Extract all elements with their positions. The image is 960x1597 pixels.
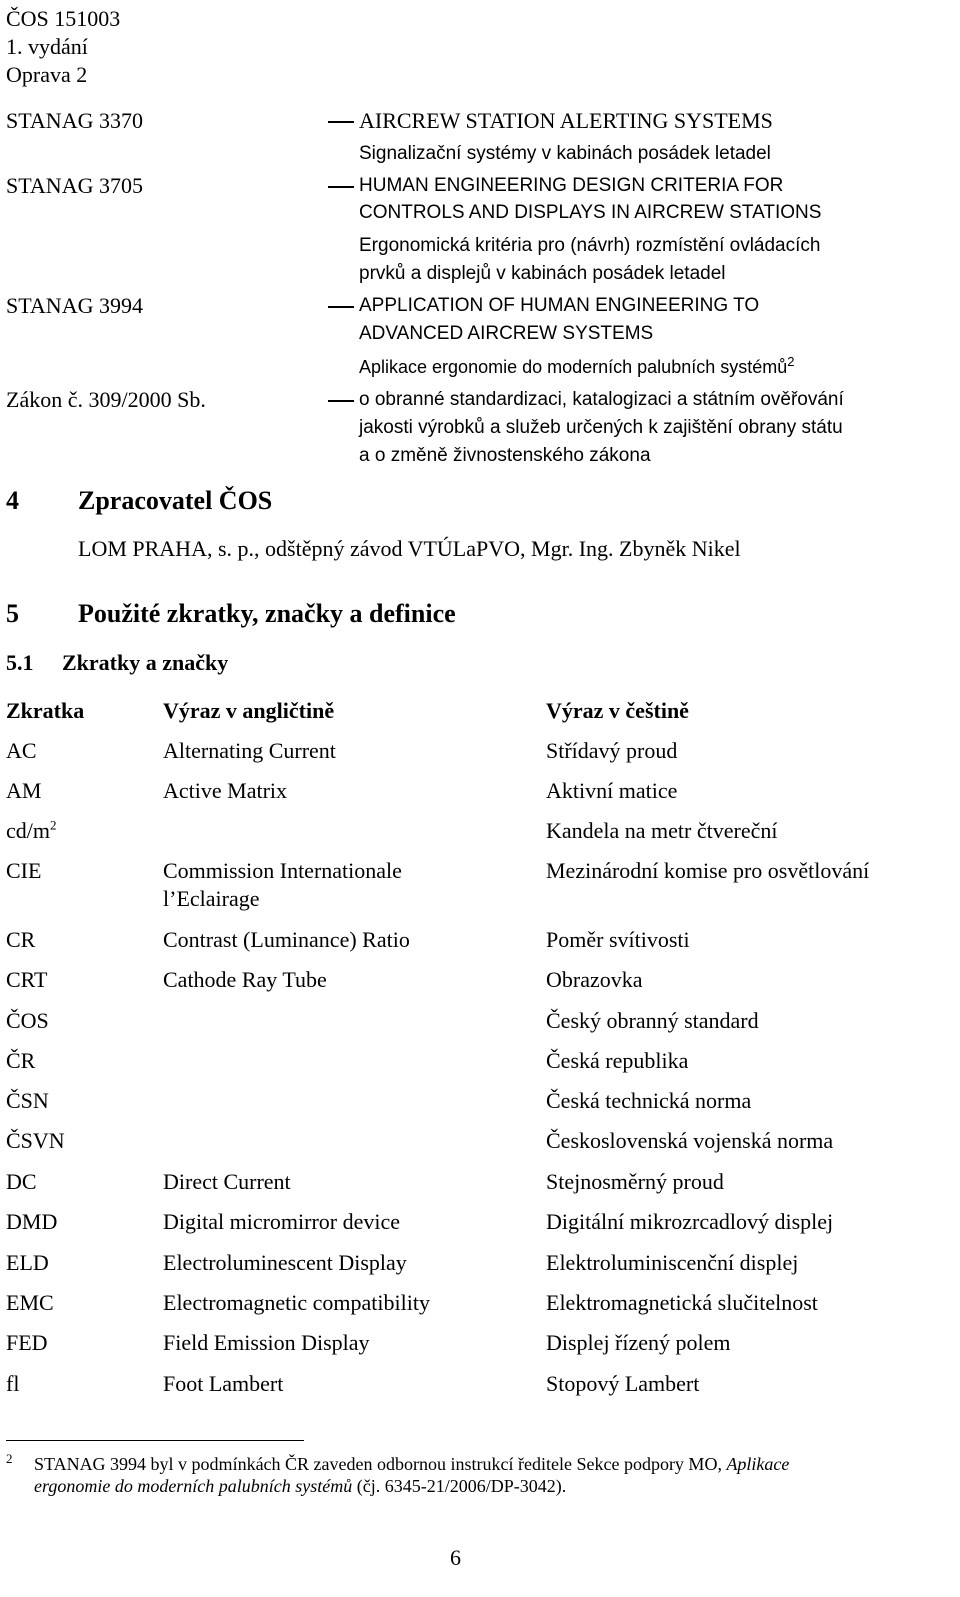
czech-cell: Obrazovka [546, 967, 643, 992]
table-row [6, 1329, 946, 1359]
czech-cell: Československá vojenská norma [546, 1128, 834, 1153]
amendment: Oprava 2 [6, 62, 88, 87]
reference-code: STANAG 3705 [6, 173, 143, 198]
footnote-italic: ergonomie do moderních palubních systémů [34, 1476, 353, 1496]
abbr-cell: ELD [6, 1250, 49, 1275]
english-cell: Alternating Current [163, 738, 336, 763]
abbr-cell: CR [6, 927, 36, 952]
czech-cell: Stopový Lambert [546, 1371, 700, 1396]
abbr-cell: ČOS [6, 1008, 49, 1033]
czech-cell: Kandela na metr čtvereční [546, 818, 778, 843]
czech-cell: Stejnosměrný proud [546, 1169, 724, 1194]
dash-separator [328, 121, 354, 123]
english-cell: Electromagnetic compatibility [163, 1290, 430, 1315]
czech-cell: Střídavý proud [546, 738, 678, 763]
abbr-cell: ČSVN [6, 1128, 65, 1153]
reference-code: STANAG 3994 [6, 293, 143, 318]
abbr-cell: DMD [6, 1209, 58, 1234]
reference-title: jakosti výrobků a služeb určených k zajištění obrany státu [359, 417, 843, 438]
table-row [6, 857, 946, 915]
column-header: Zkratka [6, 698, 85, 723]
table-row [6, 1047, 946, 1077]
english-cell: Active Matrix [163, 778, 288, 803]
section-body: LOM PRAHA, s. p., odštěpný závod VTÚLaPVO, Mgr. Ing. Zbyněk Nikel [78, 536, 741, 561]
english-cell: Commission Internationale [163, 858, 402, 883]
table-header [6, 697, 946, 727]
abbr-cell: EMC [6, 1290, 54, 1315]
reference-code: STANAG 3370 [6, 108, 143, 133]
section-title: Použité zkratky, značky a definice [78, 599, 456, 628]
abbr-text: cd/m [6, 818, 50, 843]
subsection-title: Zkratky a značky [62, 650, 229, 675]
reference-title: AIRCREW STATION ALERTING SYSTEMS [359, 108, 773, 133]
table-row [6, 737, 946, 767]
document-code: ČOS 151003 [6, 6, 121, 31]
dash-separator [328, 186, 354, 188]
czech-cell: Česká technická norma [546, 1088, 752, 1113]
english-cell: Field Emission Display [163, 1330, 370, 1355]
section-title: Zpracovatel ČOS [78, 486, 273, 515]
table-row [6, 777, 946, 807]
reference-code: Zákon č. 309/2000 Sb. [6, 387, 206, 412]
table-row [6, 1249, 946, 1279]
edition: 1. vydání [6, 34, 88, 59]
czech-cell: Český obranný standard [546, 1008, 759, 1033]
table-row [6, 1168, 946, 1198]
abbr-cell: ČSN [6, 1088, 49, 1113]
abbr-cell: ČR [6, 1048, 36, 1073]
table-row [6, 1370, 946, 1400]
reference-translation: Signalizační systémy v kabinách posádek letadel [359, 143, 771, 164]
translation-text: Aplikace ergonomie do moderních palubních systémů [359, 357, 788, 377]
table-row [6, 817, 946, 847]
table-row [6, 1127, 946, 1157]
footnote-rule [6, 1440, 304, 1441]
table-row [6, 1007, 946, 1037]
page-number: 6 [450, 1545, 461, 1570]
table-row [6, 1289, 946, 1319]
reference-title: ADVANCED AIRCREW SYSTEMS [359, 323, 654, 344]
footnote-mark: 2 [6, 1451, 13, 1466]
abbr-cell: DC [6, 1169, 37, 1194]
footnote-text-part: (čj. 6345-21/2006/DP-3042). [352, 1476, 567, 1496]
english-cell: Foot Lambert [163, 1371, 284, 1396]
superscript: 2 [50, 817, 57, 833]
czech-cell: Aktivní matice [546, 778, 678, 803]
reference-translation [359, 354, 794, 380]
english-cell: Cathode Ray Tube [163, 967, 327, 992]
reference-title: APPLICATION OF HUMAN ENGINEERING TO [359, 295, 760, 316]
abbr-cell [6, 817, 57, 845]
czech-cell: Digitální mikrozrcadlový displej [546, 1209, 834, 1234]
footnote-text [34, 1453, 934, 1497]
czech-cell: Displej řízený polem [546, 1330, 731, 1355]
table-row [6, 926, 946, 956]
column-header: Výraz v angličtině [163, 698, 335, 723]
reference-translation: Ergonomická kritéria pro (návrh) rozmístění ovládacích [359, 235, 821, 256]
abbr-cell: CRT [6, 967, 48, 992]
english-cell: Electroluminescent Display [163, 1250, 407, 1275]
table-row [6, 1087, 946, 1117]
english-cell-continued: l’Eclairage [163, 886, 260, 911]
reference-title: o obranné standardizaci, katalogizaci a státním ověřování [359, 389, 844, 410]
abbr-cell: CIE [6, 858, 42, 883]
english-cell: Contrast (Luminance) Ratio [163, 927, 410, 952]
dash-separator [328, 306, 354, 308]
english-cell: Direct Current [163, 1169, 291, 1194]
footnote-italic: Aplikace [726, 1454, 790, 1474]
footnote-reference: 2 [787, 354, 795, 369]
section-number: 4 [6, 486, 19, 515]
table-row [6, 1208, 946, 1238]
abbr-cell: fl [6, 1371, 20, 1396]
czech-cell: Elektromagnetická slučitelnost [546, 1290, 818, 1315]
czech-cell: Česká republika [546, 1048, 689, 1073]
reference-translation: prvků a displejů v kabinách posádek letadel [359, 263, 726, 284]
column-header: Výraz v češtině [546, 698, 689, 723]
reference-title: a o změně živnostenského zákona [359, 445, 651, 466]
abbr-cell: FED [6, 1330, 48, 1355]
table-row [6, 966, 946, 996]
abbr-cell: AM [6, 778, 42, 803]
section-number: 5 [6, 599, 19, 628]
english-cell: Digital micromirror device [163, 1209, 401, 1234]
dash-separator [328, 400, 354, 402]
czech-cell: Mezinárodní komise pro osvětlování [546, 858, 870, 883]
reference-title: CONTROLS AND DISPLAYS IN AIRCREW STATIONS [359, 202, 822, 223]
abbr-cell: AC [6, 738, 37, 763]
czech-cell: Elektroluminiscenční displej [546, 1250, 799, 1275]
reference-title: HUMAN ENGINEERING DESIGN CRITERIA FOR [359, 175, 784, 196]
czech-cell: Poměr svítivosti [546, 927, 690, 952]
footnote-text-part: STANAG 3994 byl v podmínkách ČR zaveden odbornou instrukcí ředitele Sekce podpory MO, [34, 1454, 727, 1474]
subsection-number: 5.1 [6, 650, 34, 675]
